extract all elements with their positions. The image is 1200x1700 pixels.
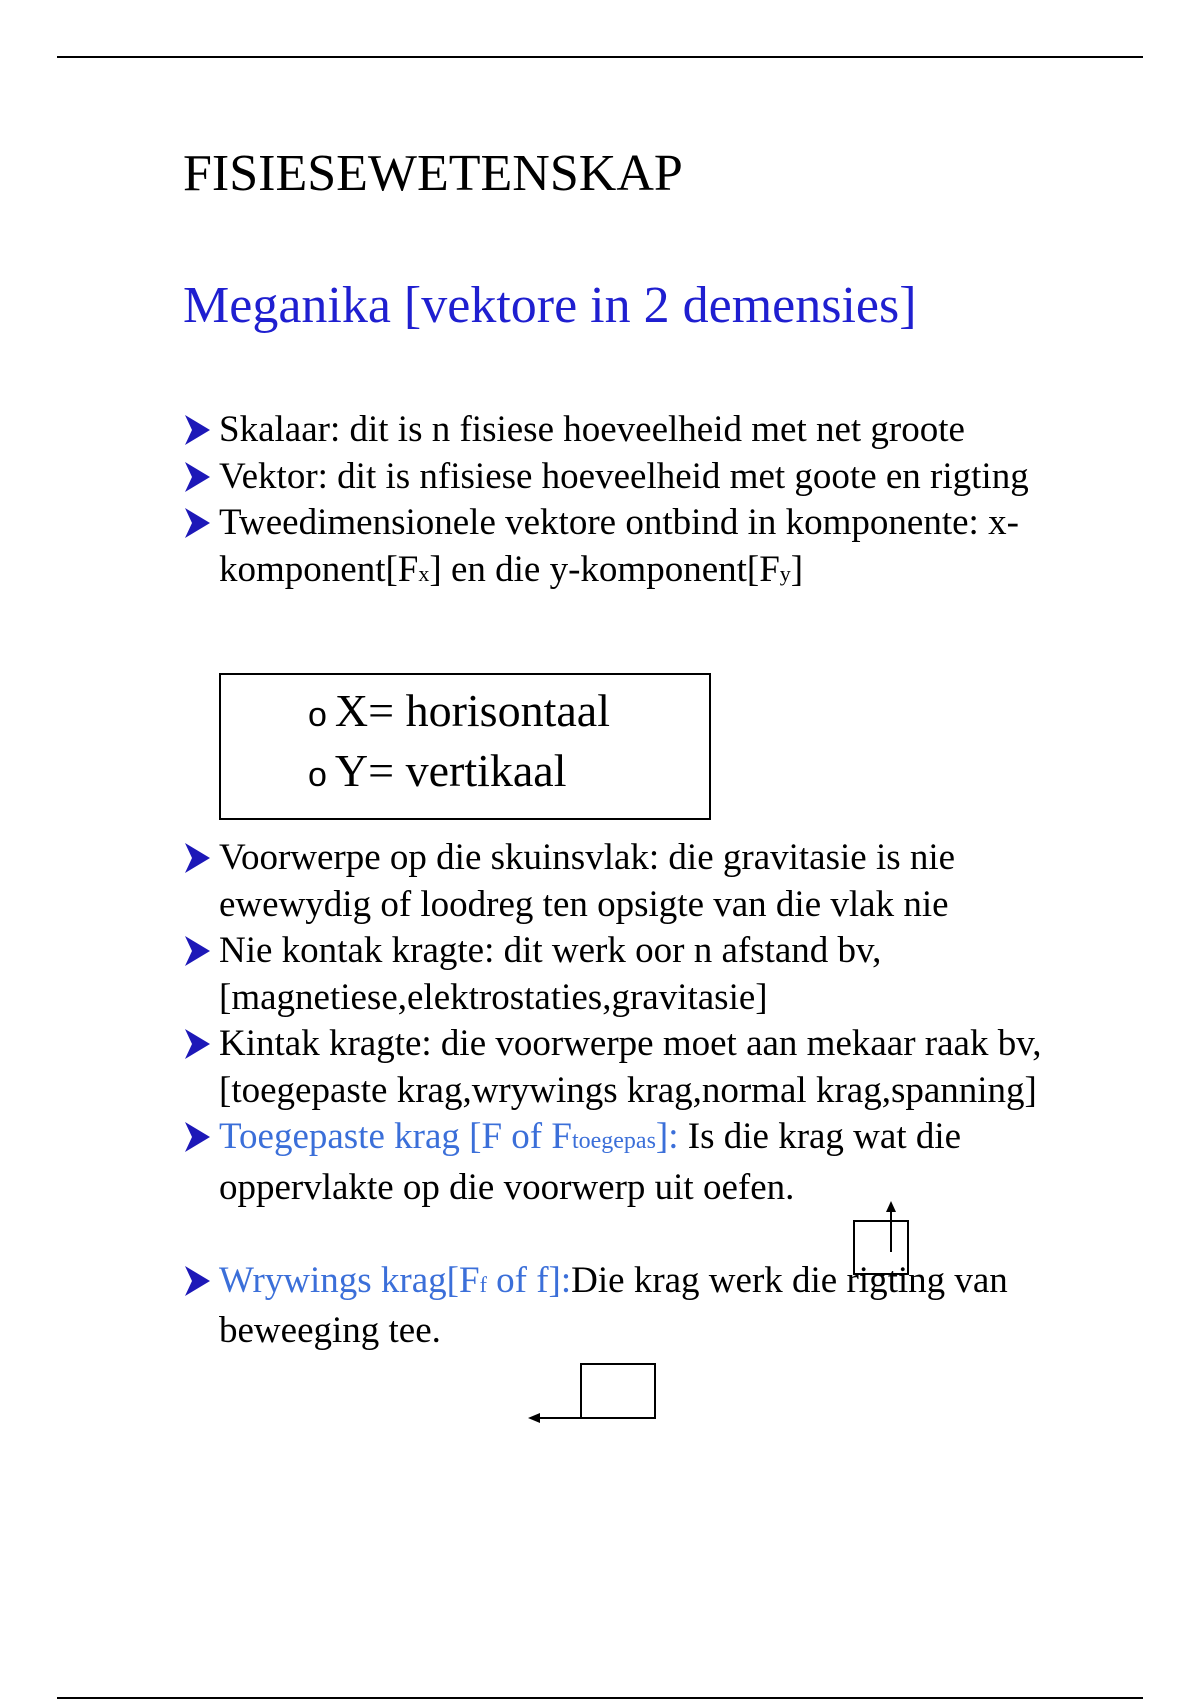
- friction-force-diagram: [528, 1364, 655, 1423]
- block-shape: [854, 1221, 908, 1274]
- kintak-text: Kintak kragte: die voorwerpe moet aan mekaar raak bv, [toegepaste krag,wrywings krag,normal krag,spanning]: [219, 1023, 1042, 1111]
- subscript-f: f: [479, 1271, 487, 1297]
- arrowhead-up-icon: [886, 1201, 896, 1212]
- wrywings-term-a: Wrywings krag[F: [219, 1259, 480, 1301]
- section-heading: Meganika [vektore in 2 demensies]: [183, 277, 917, 334]
- box-item-y-text: Y= vertikaal: [334, 745, 567, 796]
- skalaar-text: Skalaar: dit is n fisiese hoeveelheid met net groote: [219, 409, 965, 450]
- arrowhead-left-icon: [528, 1413, 540, 1423]
- page-title: FISIESEWETENSKAP: [183, 145, 683, 202]
- block-shape: [581, 1364, 655, 1418]
- circle-bullet-icon: o: [308, 756, 327, 794]
- tweedim-text-a: Tweedimensionele vektore ontbind in komponente: x-komponent[F: [219, 502, 1019, 590]
- voorwerpe-text: Voorwerpe op die skuinsvlak: die gravitasie is nie ewewydig of loodreg ten opsigte van die vlak nie: [219, 837, 956, 925]
- toegepaste-term-a: Toegepaste krag [F of F: [219, 1116, 572, 1157]
- tweedim-text-c: ]: [790, 548, 804, 590]
- subscript-x: x: [418, 560, 430, 586]
- wrywings-definition: Die krag werk die rigting van beweeging tee.: [219, 1259, 1008, 1351]
- toegepaste-term-b: ]:: [655, 1116, 679, 1157]
- nie-kontak-text: Nie kontak kragte: dit werk oor n afstand bv, [magnetiese,elektrostaties,gravitasie]: [219, 930, 882, 1018]
- wrywings-term-b: of f]:: [486, 1259, 572, 1301]
- box-item-x-text: X= horisontaal: [334, 685, 610, 736]
- tweedim-text-b: ] en die y-komponent[F: [429, 548, 780, 590]
- toegepaste-definition: Is die krag wat die oppervlakte op die voorwerp uit oefen.: [219, 1116, 962, 1208]
- vektor-text: Vektor: dit is nfisiese hoeveelheid met goote en rigting: [219, 455, 1029, 497]
- applied-force-diagram: [854, 1201, 908, 1274]
- subscript-toegepas: toegepas: [571, 1128, 656, 1154]
- subscript-y: y: [779, 560, 791, 586]
- bottom-rule: [57, 1697, 1143, 1699]
- circle-bullet-icon: o: [308, 696, 327, 734]
